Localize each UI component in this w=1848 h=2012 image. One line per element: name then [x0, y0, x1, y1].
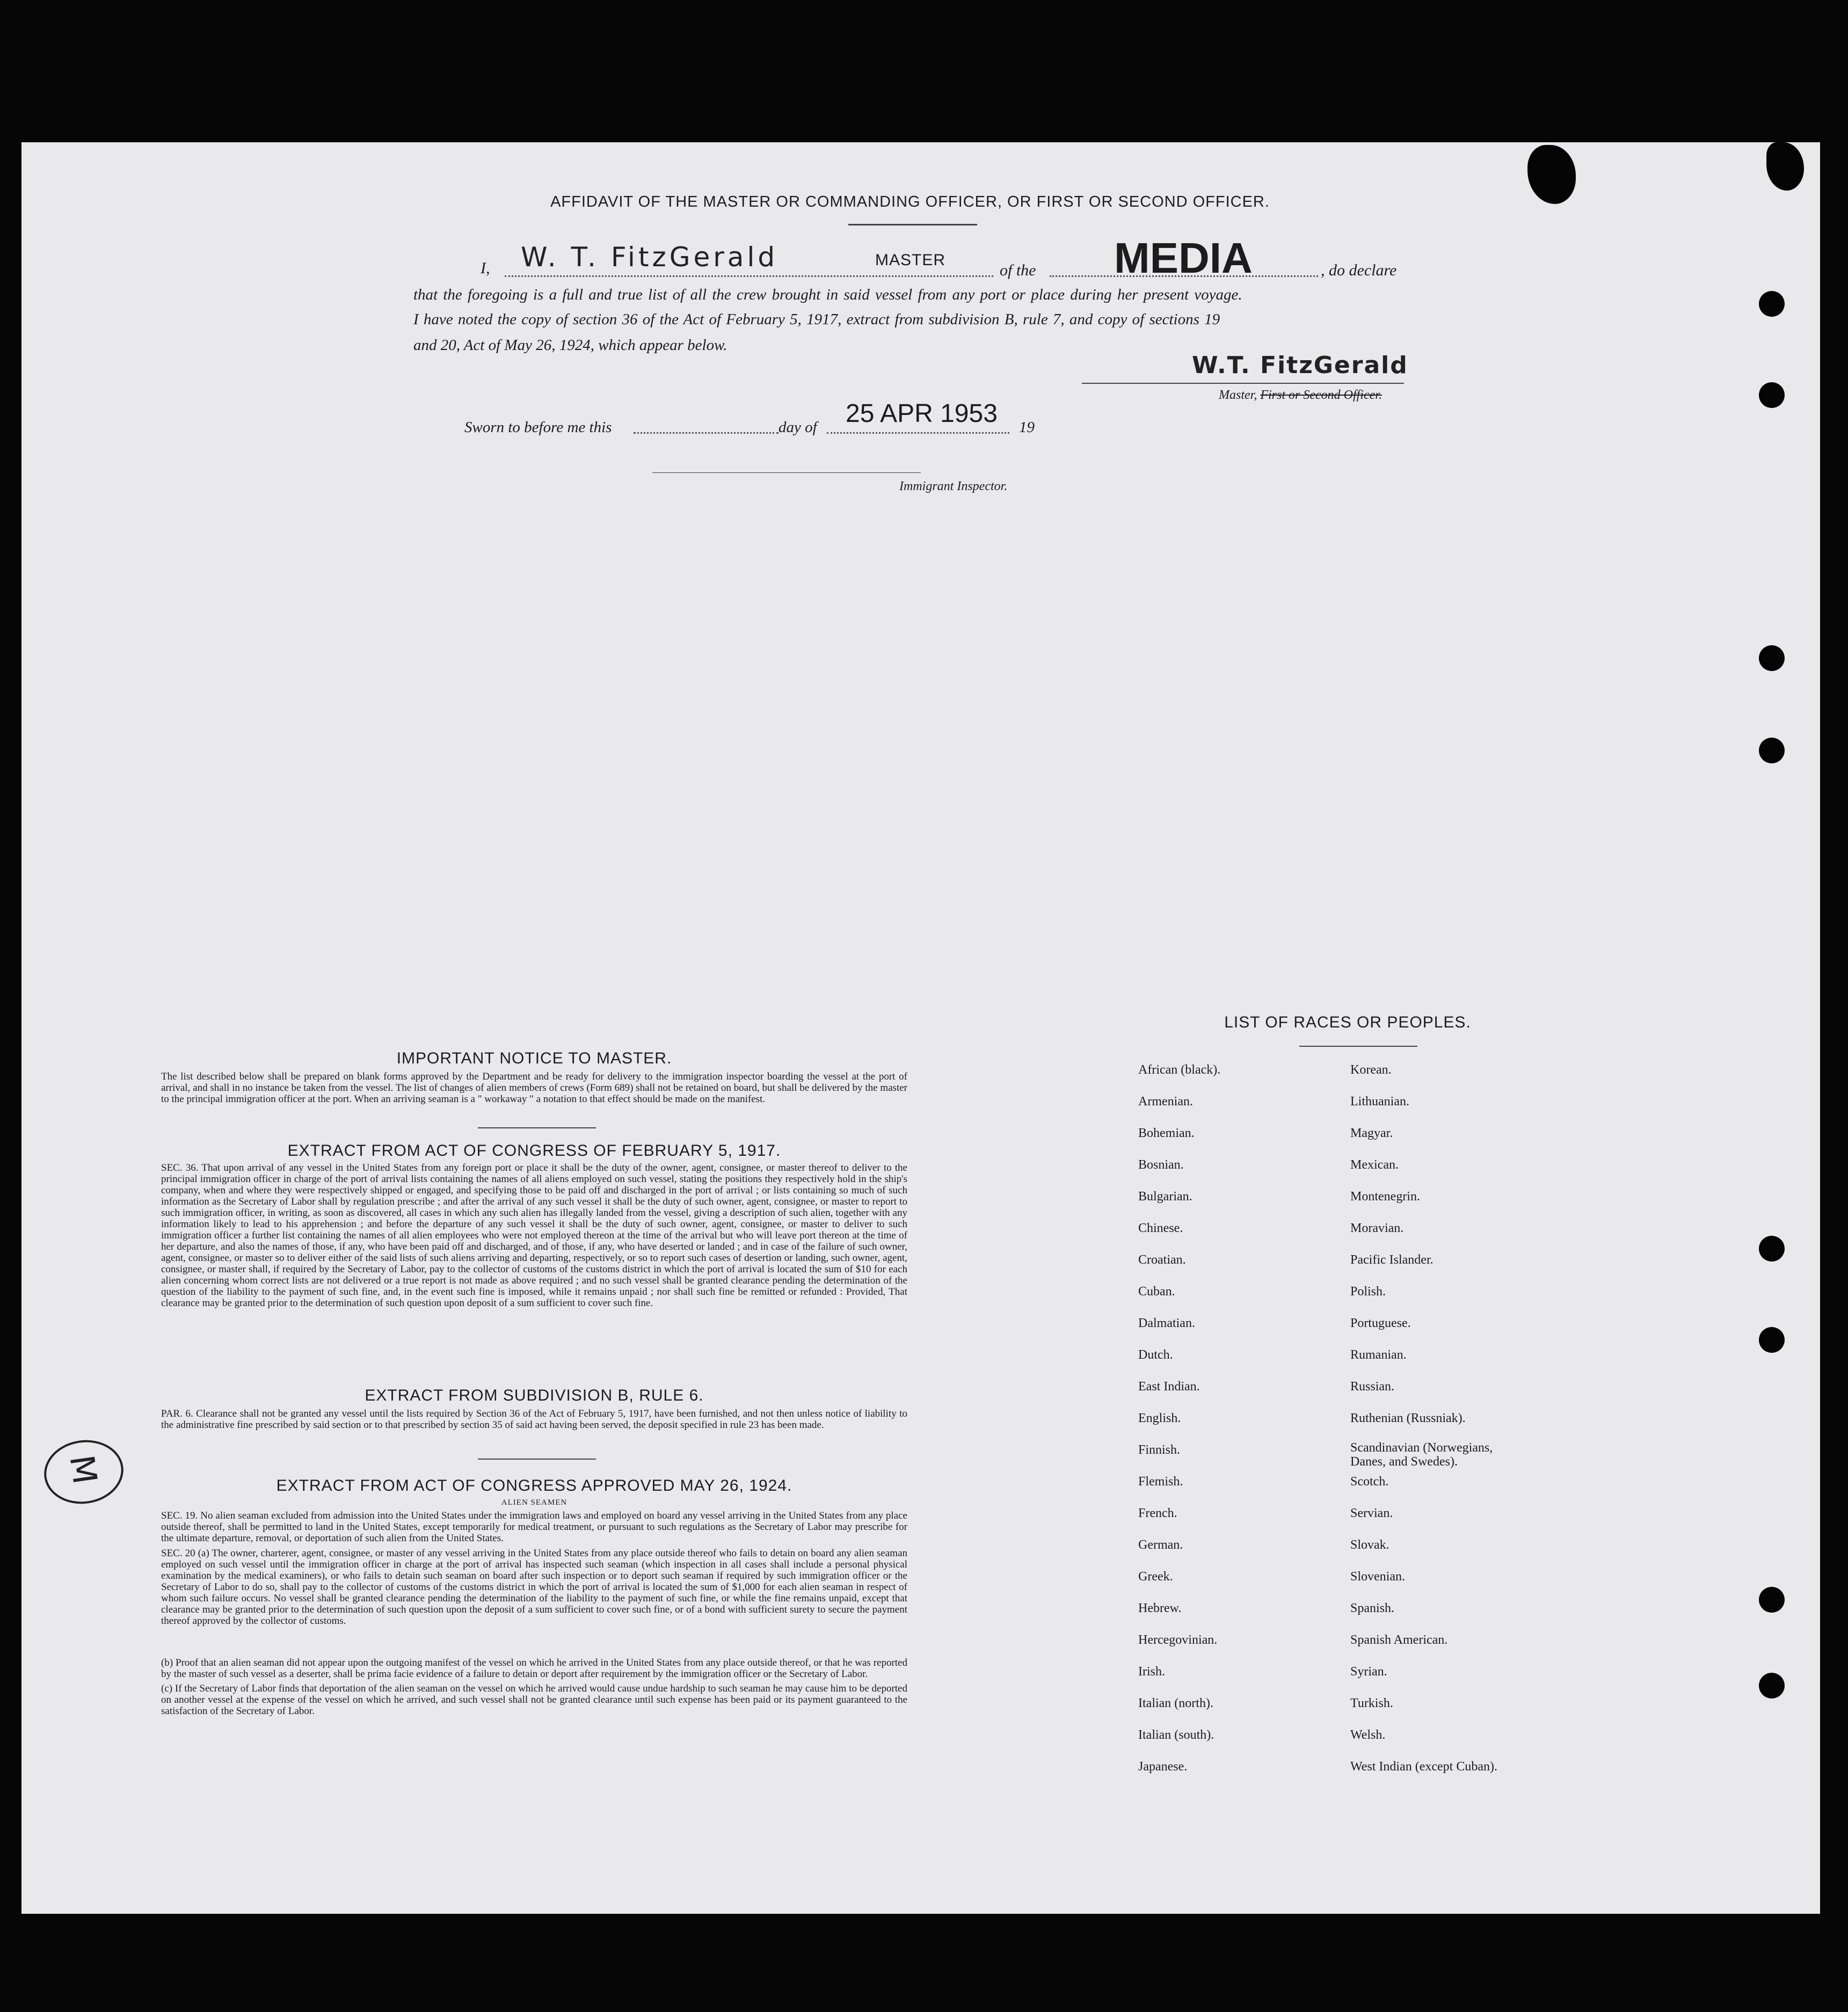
rule6-title: EXTRACT FROM SUBDIVISION B, RULE 6. — [365, 1387, 704, 1404]
race-item: Bulgarian. — [1138, 1190, 1192, 1204]
race-item: Bohemian. — [1138, 1126, 1195, 1140]
extract-1924-sec19: SEC. 19. No alien seaman excluded from admission into the United States under the immigration laws and employed on board any vessel arriving in the United States from any place outside thereof, shall be permitted to land in the United States, except temporarily for medical treatment, or pursuant to such regulations as the Secretary of Labor may prescribe for the ultimate departure, removal, or deportation of such alien from the United States. — [161, 1510, 907, 1544]
rank-stamp: MASTER — [875, 251, 946, 269]
notice-title: IMPORTANT NOTICE TO MASTER. — [396, 1049, 672, 1067]
punch-hole — [1759, 382, 1785, 408]
master-signature: W.T. FitzGerald — [1192, 352, 1408, 379]
race-item: Montenegrin. — [1350, 1190, 1420, 1204]
day-of-text: day of — [779, 419, 817, 436]
date-stamp: 25 APR 1953 — [846, 399, 998, 428]
race-item: German. — [1138, 1538, 1183, 1552]
race-item: East Indian. — [1138, 1380, 1200, 1394]
race-item: Mexican. — [1350, 1158, 1399, 1172]
signature-caption — [1219, 388, 1382, 403]
rule6-text: PAR. 6. Clearance shall not be granted any vessel until the lists required by Section 36 of the Act of February 5, 1917, have been furnished, and not then unless notice of liability to the administrative fine prescribed by said section or to that prescribed by section 35 of said act having been served, the deposit specified in rule 23 has been made. — [161, 1408, 907, 1431]
race-item: Rumanian. — [1350, 1348, 1407, 1362]
notice-divider — [478, 1127, 596, 1128]
notice-text: The list described below shall be prepared on blank forms approved by the Department and be ready for delivery to the immigration inspector boarding the vessel at the port of arrival, and shall in no instance be taken from the vessel. The list of changes of alien members of crews (Form 689) shall not be retained on board, but shall be delivered by the master to the principal immigration officer at the port. When an arriving seaman is a " workaway " a notation to that effect should be made on the manifest. — [161, 1071, 907, 1105]
punch-hole — [1759, 291, 1785, 317]
race-item: Dutch. — [1138, 1348, 1173, 1362]
race-item: French. — [1138, 1506, 1177, 1520]
race-item: Portuguese. — [1350, 1316, 1411, 1330]
inspector-line — [652, 472, 921, 473]
vessel-line — [1050, 275, 1318, 277]
races-title: LIST OF RACES OR PEOPLES. — [1224, 1014, 1471, 1031]
extract-1917-title: EXTRACT FROM ACT OF CONGRESS OF FEBRUARY 5, 1917. — [287, 1142, 781, 1160]
name-line — [505, 275, 993, 277]
title-divider — [848, 224, 977, 225]
caption-struck-officer: First or Second Officer. — [1260, 388, 1382, 402]
affidavit-title: AFFIDAVIT OF THE MASTER OR COMMANDING OFFICER, OR FIRST OR SECOND OFFICER. — [550, 193, 1270, 210]
race-item: Italian (south). — [1138, 1728, 1214, 1742]
race-item: Armenian. — [1138, 1095, 1193, 1109]
race-item: Moravian. — [1350, 1221, 1404, 1235]
sworn-day-line — [634, 432, 779, 434]
punch-hole — [1759, 738, 1785, 763]
of-the-text: of the — [1000, 261, 1036, 279]
punch-hole — [1759, 1587, 1785, 1613]
race-item: Italian (north). — [1138, 1696, 1213, 1710]
race-item: Dalmatian. — [1138, 1316, 1195, 1330]
affidavit-body-line-3: and 20, Act of May 26, 1924, which appear below. — [413, 337, 727, 354]
circled-margin-mark — [40, 1435, 128, 1508]
race-item: Korean. — [1350, 1063, 1392, 1077]
do-declare-text: , do declare — [1321, 261, 1397, 279]
affidavit-i: I, — [481, 259, 490, 277]
race-item: Scotch. — [1350, 1475, 1389, 1489]
race-item: Slovenian. — [1350, 1570, 1405, 1584]
extract-1924-subtitle: ALIEN SEAMEN — [501, 1498, 568, 1507]
race-item: Spanish American. — [1350, 1633, 1448, 1647]
race-item: Spanish. — [1350, 1601, 1395, 1615]
race-item: Finnish. — [1138, 1443, 1181, 1457]
caption-master: Master, — [1219, 388, 1257, 402]
race-item: Slovak. — [1350, 1538, 1389, 1552]
race-item: African (black). — [1138, 1063, 1221, 1077]
race-item: Japanese. — [1138, 1760, 1188, 1774]
sworn-text: Sworn to before me this — [464, 419, 612, 436]
document-page — [21, 142, 1820, 1914]
inspector-caption: Immigrant Inspector. — [899, 479, 1008, 493]
affidavit-body-line-2: I have noted the copy of section 36 of the Act of February 5, 1917, extract from subdivision B, rule 7, and copy of sections 19 — [413, 311, 1220, 328]
race-item: Croatian. — [1138, 1253, 1186, 1267]
race-item: Bosnian. — [1138, 1158, 1184, 1172]
race-item: Welsh. — [1350, 1728, 1386, 1742]
race-item: Cuban. — [1138, 1285, 1175, 1299]
race-item: Pacific Islander. — [1350, 1253, 1434, 1267]
extract-1924-sec20a: SEC. 20 (a) The owner, charterer, agent, consignee, or master of any vessel arriving in the United States from any place outside thereof who fails to detain on board any alien seaman employed on such vessel until the immigration officer in charge at the port of arrival has inspected such seaman (which inspection in all cases shall include a personal physical examination by the medical examiners), or who fails to detain such seaman on board after such inspection or to deport such seaman if required by such immigration officer or the Secretary of Labor to do so, shall pay to the collector of customs of the customs district in which the port of arrival is located the sum of $1,000 for each alien seaman in respect of whom such failure occurs. No vessel shall be granted clearance pending the determination of the liability to the payment of such fine, or while the fine remains unpaid, except that clearance may be granted prior to the determination of such question upon the deposit of a sum sufficient to cover such fine, or of a bond with sufficient surety to secure the payment thereof approved by the collector of customs. — [161, 1548, 907, 1627]
punch-hole — [1759, 1327, 1785, 1353]
extract-1924-title: EXTRACT FROM ACT OF CONGRESS APPROVED MAY 26, 1924. — [276, 1477, 792, 1495]
punch-hole — [1759, 1236, 1785, 1262]
sworn-month-line — [827, 432, 1009, 434]
race-item: West Indian (except Cuban). — [1350, 1760, 1497, 1774]
race-item: Hebrew. — [1138, 1601, 1182, 1615]
signature-line — [1082, 383, 1404, 384]
extract-1917-text: SEC. 36. That upon arrival of any vessel in the United States from any foreign port or place it shall be the duty of the owner, agent, consignee, or master thereof to deliver to the principal immigration officer in charge of the port of arrival lists containing the names of all aliens employed on such vessel, stating the positions they respectively hold in the ship's company, when and where they were respectively shipped or engaged, and specifying those to be paid off and discharged in the port of arrival ; or lists containing so much of such information as the Secretary of Labor shall by regulation prescribe ; and after the arrival of any such vessel it shall be the duty of such owner, agent, consignee, or master to report to such immigration officer, in writing, as soon as discovered, all cases in which any such alien has illegally landed from the vessel, giving a description of such alien, together with any information likely to lead to his apprehension ; and before the departure of any such vessel it shall be the duty of such owner, agent, consignee, or master to deliver to such immigration officer a further list containing the names of all alien employees who were not employed thereon at the time of the arrival but who will leave port thereon at the time of her departure, and also the names of those, if any, who have been paid off and discharged, and of those, if any, who have deserted or landed ; and in case of the failure of such owner, agent, consignee, or master so to deliver either of the said lists of such aliens arriving and departing, respectively, or so to report such cases of desertion or landing, such owner, agent, consignee, or master shall, if required by the Secretary of Labor, pay to the collector of customs of the customs district in which the port of arrival is located the sum of $10 for each alien concerning whom correct lists are not delivered or a true report is not made as above required ; and no such vessel shall be granted clearance pending the determination of the question of the liability to the payment of such fine, and, in the event such fine is imposed, while it remains unpaid ; nor shall such fine be remitted or refunded : Provided, That clearance may be granted prior to the determination of such question upon deposit of a sum sufficient to cover such fine. — [161, 1162, 907, 1309]
year-prefix: 19 — [1019, 419, 1035, 436]
affidavit-body-line-1: that the foregoing is a full and true list of all the crew brought in said vessel from any port or place during her present voyage. — [413, 286, 1242, 303]
race-item: Servian. — [1350, 1506, 1393, 1520]
extract-1924-sec20c: (c) If the Secretary of Labor finds that deportation of the alien seaman on the vessel on which he arrived would cause undue hardship to such seaman he may cause him to be deported on another vessel at the expense of the vessel on which he arrived, and such vessel shall not be granted clearance until such expense has been paid or its payment guaranteed to the satisfaction of the Secretary of Labor. — [161, 1683, 907, 1717]
race-item: Lithuanian. — [1350, 1095, 1409, 1109]
master-name-handwritten: W. T. FitzGerald — [521, 242, 779, 273]
extract-1924-sec20b: (b) Proof that an alien seaman did not appear upon the outgoing manifest of the vessel on which he arrived in the United States from any place outside thereof, or that he was reported by the master of such vessel as a deserter, shall be prima facie evidence of a failure to detain or deport after requirement by the immigration officer or the Secretary of Labor. — [161, 1657, 907, 1680]
margin-mark-letter: M — [62, 1452, 105, 1487]
race-item: Syrian. — [1350, 1665, 1387, 1679]
race-item: Turkish. — [1350, 1696, 1393, 1710]
race-item: Magyar. — [1350, 1126, 1393, 1140]
race-item: Hercegovinian. — [1138, 1633, 1218, 1647]
punch-hole — [1759, 645, 1785, 671]
race-item: Chinese. — [1138, 1221, 1183, 1235]
race-item: Irish. — [1138, 1665, 1165, 1679]
race-item: Scandinavian (Norwegians, Danes, and Swedes). — [1350, 1441, 1493, 1469]
races-divider — [1299, 1046, 1417, 1047]
race-item: Polish. — [1350, 1285, 1386, 1299]
race-item: Flemish. — [1138, 1475, 1183, 1489]
rule6-divider — [478, 1459, 596, 1460]
race-item: Ruthenian (Russniak). — [1350, 1411, 1466, 1425]
race-item: Greek. — [1138, 1570, 1173, 1584]
race-item: Russian. — [1350, 1380, 1395, 1394]
punch-hole — [1759, 1673, 1785, 1698]
vessel-name: MEDIA — [1114, 234, 1253, 282]
race-item: English. — [1138, 1411, 1181, 1425]
